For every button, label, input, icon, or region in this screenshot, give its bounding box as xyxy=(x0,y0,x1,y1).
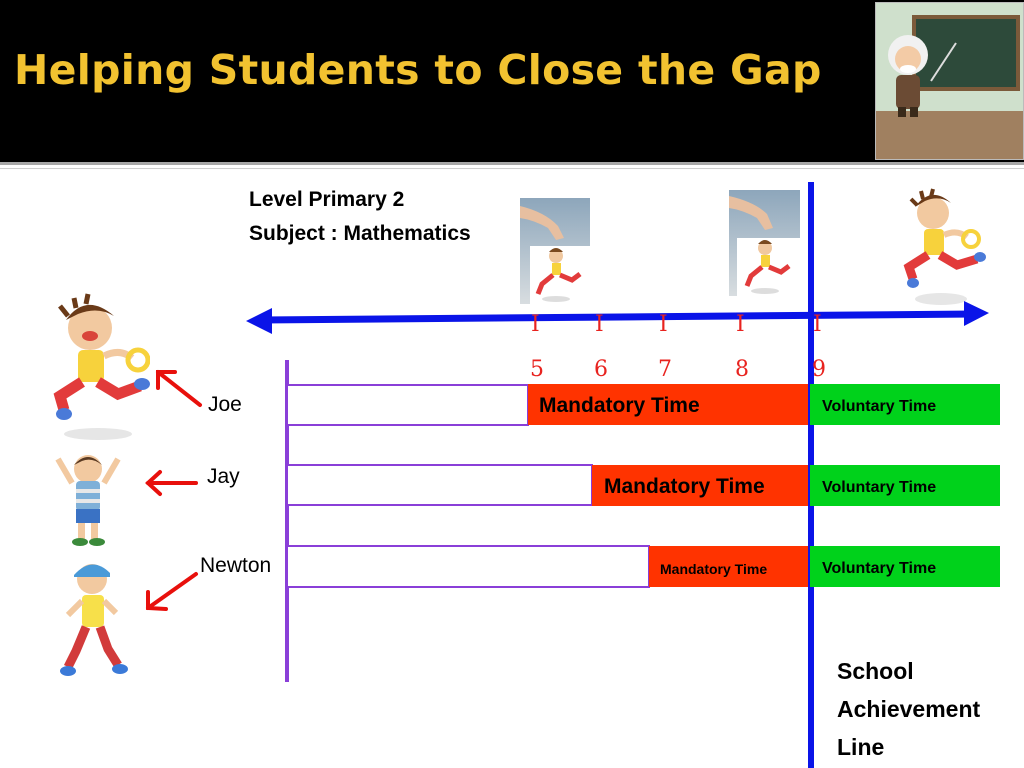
student-name-jay: Jay xyxy=(207,465,240,488)
joe-voluntary-bar: Voluntary Time xyxy=(810,384,1000,425)
student-name-joe: Joe xyxy=(208,393,242,416)
level-label: Level Primary 2 xyxy=(249,188,405,211)
red-arrow-icon xyxy=(158,372,200,405)
red-arrow-icon xyxy=(148,574,196,609)
tick-label: 6 xyxy=(594,357,608,382)
student-name-newton: Newton xyxy=(200,554,272,577)
achievement-label-line1: School xyxy=(837,658,914,684)
jay-mandatory-bar: Mandatory Time xyxy=(592,465,808,506)
tick-marker: I xyxy=(736,312,745,337)
tick-marker: I xyxy=(813,312,822,337)
newton-voluntary-bar: Voluntary Time xyxy=(810,546,1000,587)
tick-label: 8 xyxy=(735,357,749,382)
subject-label: Subject : Mathematics xyxy=(249,222,471,245)
tick-marker: I xyxy=(659,312,668,337)
tick-marker: I xyxy=(531,312,540,337)
axis-arrowhead-right xyxy=(964,301,989,326)
tick-marker: I xyxy=(595,312,604,337)
axis-arrowhead-left xyxy=(246,308,272,334)
achievement-label-line2: Achievement xyxy=(837,696,981,722)
time-axis xyxy=(262,314,975,320)
joe-outline-bar xyxy=(286,384,529,426)
tick-label: 9 xyxy=(812,357,826,382)
tick-label: 5 xyxy=(530,357,544,382)
newton-mandatory-bar: Mandatory Time xyxy=(649,546,808,587)
jay-outline-bar xyxy=(286,464,593,506)
tick-label: 7 xyxy=(658,357,672,382)
newton-outline-bar xyxy=(286,545,650,588)
slide-title: Helping Students to Close the Gap xyxy=(14,46,822,94)
red-arrow-icon xyxy=(148,472,196,494)
joe-mandatory-bar: Mandatory Time xyxy=(528,384,808,425)
jay-voluntary-bar: Voluntary Time xyxy=(810,465,1000,506)
achievement-label-line3: Line xyxy=(837,734,885,760)
